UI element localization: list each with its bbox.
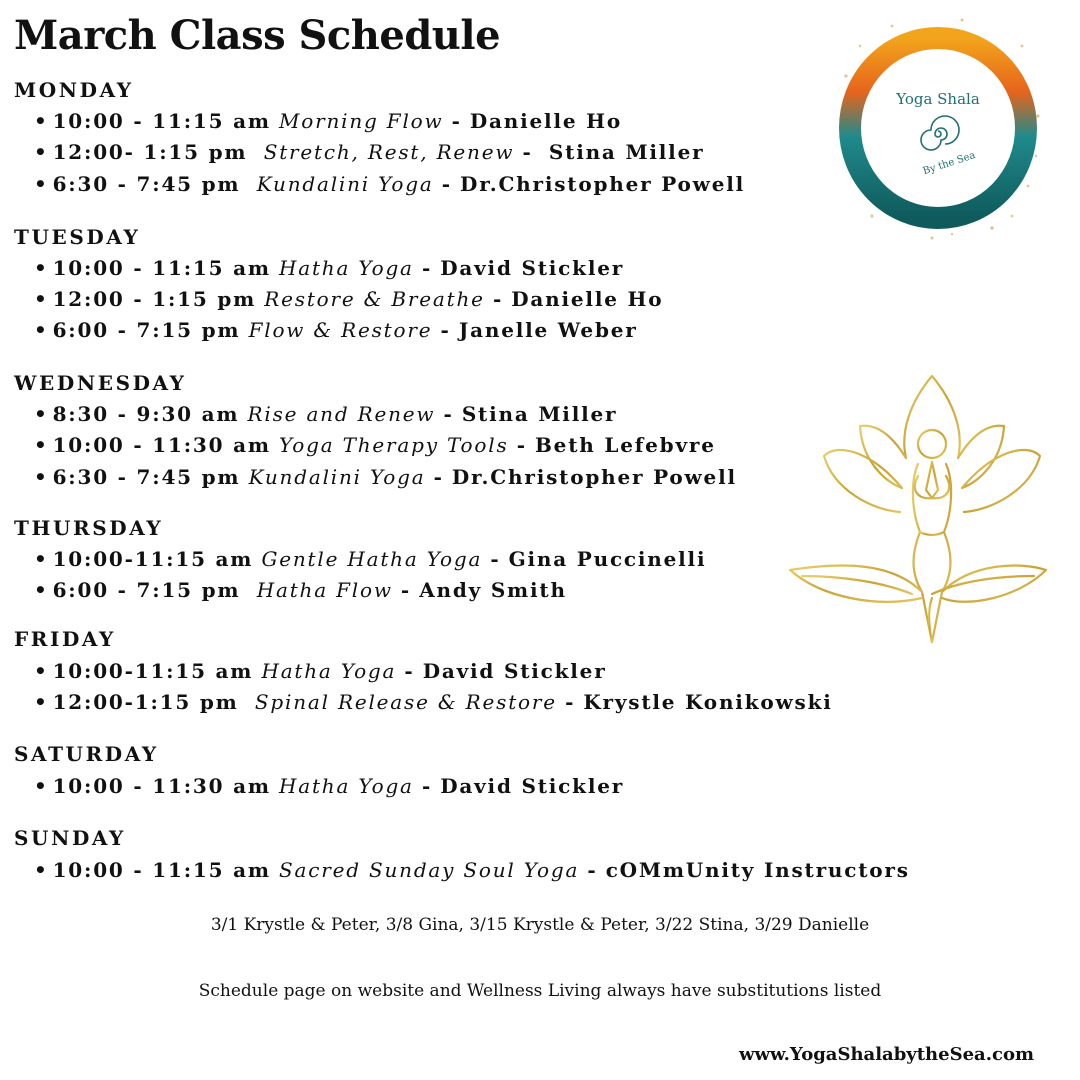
class-row [34, 860, 910, 880]
class-row [34, 776, 624, 796]
class-name: Yoga Therapy Tools [278, 433, 509, 457]
class-instructor: Stina Miller [461, 402, 618, 426]
separator: - [516, 433, 527, 457]
class-row [34, 661, 607, 681]
day-heading-saturday: SATURDAY [14, 742, 159, 766]
day-heading-thursday: THURSDAY [14, 516, 164, 540]
class-time: 10:00 - 11:15 am [52, 256, 271, 280]
separator: - [400, 578, 412, 602]
class-time: 6:30 - 7:45 pm [52, 172, 241, 196]
class-instructor: Stina Miller [548, 140, 705, 164]
bullet-icon: • [34, 433, 49, 457]
class-name: Flow & Restore [248, 318, 433, 342]
bullet-icon: • [34, 659, 49, 683]
class-instructor: Dr.Christopher Powell [460, 172, 746, 196]
separator: - [443, 402, 454, 426]
day-heading-tuesday: TUESDAY [14, 225, 141, 249]
class-time: 10:00-11:15 am [52, 547, 254, 571]
separator: - [522, 140, 533, 164]
bullet-icon: • [34, 140, 49, 164]
class-time: 10:00 - 11:15 am [52, 109, 271, 133]
class-name: Hatha Yoga [278, 774, 414, 798]
class-instructor: Beth Lefebvre [534, 433, 716, 457]
sunday-instructor-note: 3/1 Krystle & Peter, 3/8 Gina, 3/15 Krystle & Peter, 3/22 Stina, 3/29 Danielle [210, 915, 870, 935]
class-row [34, 289, 663, 309]
class-row [34, 467, 737, 487]
class-time: 10:00 - 11:30 am [52, 774, 271, 798]
class-row [34, 258, 624, 278]
separator: - [451, 109, 462, 133]
class-instructor: Gina Puccinelli [508, 547, 707, 571]
class-row [34, 549, 706, 569]
class-row [34, 174, 745, 194]
class-time: 8:30 - 9:30 am [52, 402, 240, 426]
class-instructor: Krystle Konikowski [583, 690, 833, 714]
bullet-icon: • [34, 547, 49, 571]
bullet-icon: • [34, 318, 49, 342]
class-name: Hatha Yoga [261, 659, 397, 683]
class-instructor: cOMmUnity Instructors [605, 858, 910, 882]
class-time: 6:30 - 7:45 pm [52, 465, 241, 489]
separator: - [441, 172, 452, 196]
class-instructor: David Stickler [440, 256, 625, 280]
class-name: Sacred Sunday Soul Yoga [278, 858, 580, 882]
separator: - [440, 318, 451, 342]
class-row [34, 580, 567, 600]
class-time: 12:00 - 1:15 pm [52, 287, 257, 311]
class-name: Hatha Flow [256, 578, 393, 602]
separator: - [421, 774, 433, 798]
day-heading-wednesday: WEDNESDAY [14, 371, 187, 395]
class-row [34, 111, 622, 131]
bullet-icon: • [34, 172, 49, 196]
logo-text-line1: Yoga Shala [896, 90, 980, 108]
bullet-icon: • [34, 578, 49, 602]
substitution-note: Schedule page on website and Wellness Living always have substitutions listed [198, 981, 882, 1001]
class-name: Hatha Yoga [278, 256, 414, 280]
class-time: 10:00 - 11:30 am [52, 433, 271, 457]
class-name: Morning Flow [278, 109, 444, 133]
bullet-icon: • [34, 774, 49, 798]
class-name: Kundalini Yoga [256, 172, 434, 196]
bullet-icon: • [34, 465, 49, 489]
class-name: Restore & Breathe [264, 287, 485, 311]
class-instructor: Janelle Weber [458, 318, 638, 342]
class-name: Stretch, Rest, Renew [263, 140, 515, 164]
logo-icon [832, 16, 1044, 242]
class-row [34, 142, 704, 162]
day-heading-friday: FRIDAY [14, 627, 116, 651]
class-instructor: Andy Smith [419, 578, 567, 602]
class-instructor: David Stickler [422, 659, 607, 683]
class-instructor: Danielle Ho [511, 287, 664, 311]
class-instructor: David Stickler [440, 774, 625, 798]
class-instructor: Danielle Ho [469, 109, 622, 133]
bullet-icon: • [34, 690, 49, 714]
separator: - [421, 256, 433, 280]
class-time: 12:00-1:15 pm [52, 690, 239, 714]
page-title: March Class Schedule [14, 12, 501, 59]
separator: - [433, 465, 444, 489]
class-time: 12:00- 1:15 pm [52, 140, 248, 164]
bullet-icon: • [34, 256, 49, 280]
bullet-icon: • [34, 287, 49, 311]
separator: - [492, 287, 504, 311]
separator: - [490, 547, 501, 571]
class-name: Spinal Release & Restore [254, 690, 557, 714]
class-row [34, 692, 833, 712]
class-name: Kundalini Yoga [248, 465, 426, 489]
class-name: Rise and Renew [247, 402, 436, 426]
logo-text-line2: By the Sea [921, 149, 977, 178]
separator: - [587, 858, 598, 882]
separator: - [565, 690, 576, 714]
class-time: 6:00 - 7:15 pm [52, 578, 241, 602]
bullet-icon: • [34, 402, 49, 426]
separator: - [404, 659, 415, 683]
day-heading-monday: MONDAY [14, 78, 134, 102]
day-heading-sunday: SUNDAY [14, 826, 126, 850]
class-time: 6:00 - 7:15 pm [52, 318, 241, 342]
lotus-figure-icon [782, 372, 1048, 652]
class-row [34, 320, 638, 340]
website-url[interactable]: www.YogaShalabytheSea.com [738, 1044, 1034, 1065]
spiral-icon [921, 116, 959, 150]
bullet-icon: • [34, 858, 49, 882]
class-row [34, 435, 716, 455]
class-instructor: Dr.Christopher Powell [451, 465, 737, 489]
class-name: Gentle Hatha Yoga [261, 547, 483, 571]
class-row [34, 404, 617, 424]
class-time: 10:00 - 11:15 am [52, 858, 271, 882]
class-time: 10:00-11:15 am [52, 659, 254, 683]
bullet-icon: • [34, 109, 49, 133]
